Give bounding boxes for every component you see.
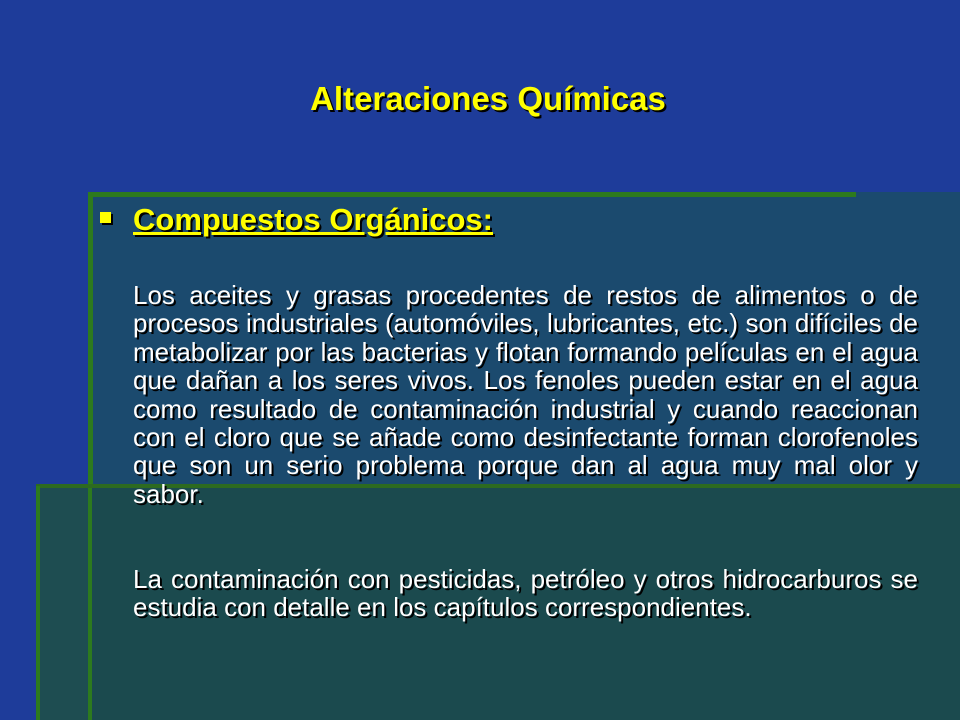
background-panel-top-left-edge [88,192,93,492]
body-paragraph: Los aceites y grasas procedentes de restos de alimentos o de procesos industriales (automóviles, lubricantes, etc.) son difíciles de metabolizar por las bacterias y flotan formando películas en el agua que dañan a los seres vivos. Los fenoles pueden estar en el agua como resultado de contaminación industrial y cuando reaccionan con el cloro que se añade como desinfectante forman clorofenoles que son un serio problema porque dan al agua muy mal olor y sabor. [133,280,918,509]
background-panel-bottom-inner-left-edge [88,488,92,720]
background-panel-bottom-left-edge [36,486,40,720]
section-heading-row [100,200,920,240]
section-heading: Compuestos Orgánicos: [133,202,493,237]
slide-title: Alteraciones Químicas [310,80,666,117]
background-panel-top-edge [88,192,856,197]
square-bullet-icon [100,212,111,223]
body-paragraph: La contaminación con pesticidas, petróleo y otros hidrocarburos se estudia con detalle en los capítulos correspondientes. [133,564,918,623]
